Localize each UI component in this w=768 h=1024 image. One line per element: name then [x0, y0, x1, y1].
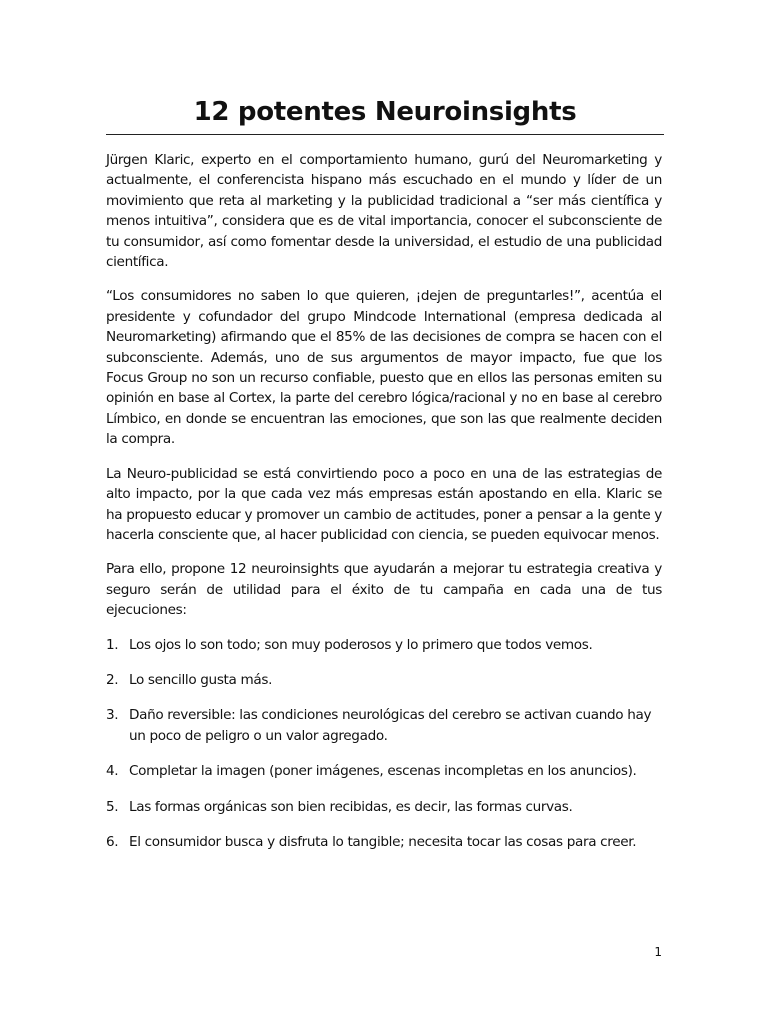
list-item [106, 670, 662, 690]
document-title: 12 potentes Neuroinsights [193, 97, 577, 127]
paragraph: “Los consumidores no saben lo que quieren, ¡dejen de preguntarles!”, acentúa el presidente y cofundador del grupo Mindcode International (empresa dedicada al Neuromarketing) afirmando que el 85% de las decisiones de compra se hacen con el subconsciente. Además, uno de sus argumentos de mayor impacto, fue que los Focus Group no son un recurso confiable, puesto que en ellos las personas emiten su opinión en base al Cortex, la parte del cerebro lógica/racional y no en base al cerebro Límbico, en donde se encuentran las emociones, que son las que realmente deciden la compra. [106, 288, 662, 448]
list-number: 2. [106, 671, 119, 688]
list-item [106, 832, 662, 852]
list-text: Lo sencillo gusta más. [129, 671, 273, 688]
list-item [106, 705, 662, 746]
list-number: 3. [106, 707, 119, 724]
list-item [106, 761, 662, 781]
neuroinsights-list [106, 635, 662, 853]
list-text: Las formas orgánicas son bien recibidas, es decir, las formas curvas. [129, 798, 573, 815]
paragraph: Para ello, propone 12 neuroinsights que ayudarán a mejorar tu estrategia creativa y seguro serán de utilidad para el éxito de tu campaña en cada una de tus ejecuciones: [106, 561, 662, 619]
paragraph: La Neuro-publicidad se está convirtiendo poco a poco en una de las estrategias de alto impacto, por la que cada vez más empresas están apostando en ella. Klaric se ha propuesto educar y promover un cambio de actitudes, poner a pensar a la gente y hacerla consciente que, al hacer publicidad con ciencia, se pueden equivocar menos. [106, 465, 662, 543]
list-text: Completar la imagen (poner imágenes, escenas incompletas en los anuncios). [129, 763, 637, 780]
list-text: Los ojos lo son todo; son muy poderosos y lo primero que todos vemos. [129, 636, 593, 653]
title-underline [106, 134, 664, 135]
list-number: 1. [106, 636, 119, 653]
page-number: 1 [654, 945, 662, 959]
list-item [106, 797, 662, 817]
list-number: 4. [106, 763, 119, 780]
list-number: 6. [106, 833, 119, 850]
list-text: El consumidor busca y disfruta lo tangible; necesita tocar las cosas para creer. [129, 833, 637, 850]
list-item [106, 635, 662, 655]
document-body [106, 150, 662, 867]
list-number: 5. [106, 798, 119, 815]
list-text: Daño reversible: las condiciones neurológicas del cerebro se activan cuando hay un poco de peligro o un valor agregado. [129, 707, 652, 744]
paragraph: Jürgen Klaric, experto en el comportamiento humano, gurú del Neuromarketing y actualmente, el conferencista hispano más escuchado en el mundo y líder de un movimiento que reta al marketing y la publicidad tradicional a “ser más científica y menos intuitiva”, considera que es de vital importancia, conocer el subconsciente de tu consumidor, así como fomentar desde la universidad, el estudio de una publicidad científica. [106, 152, 662, 271]
